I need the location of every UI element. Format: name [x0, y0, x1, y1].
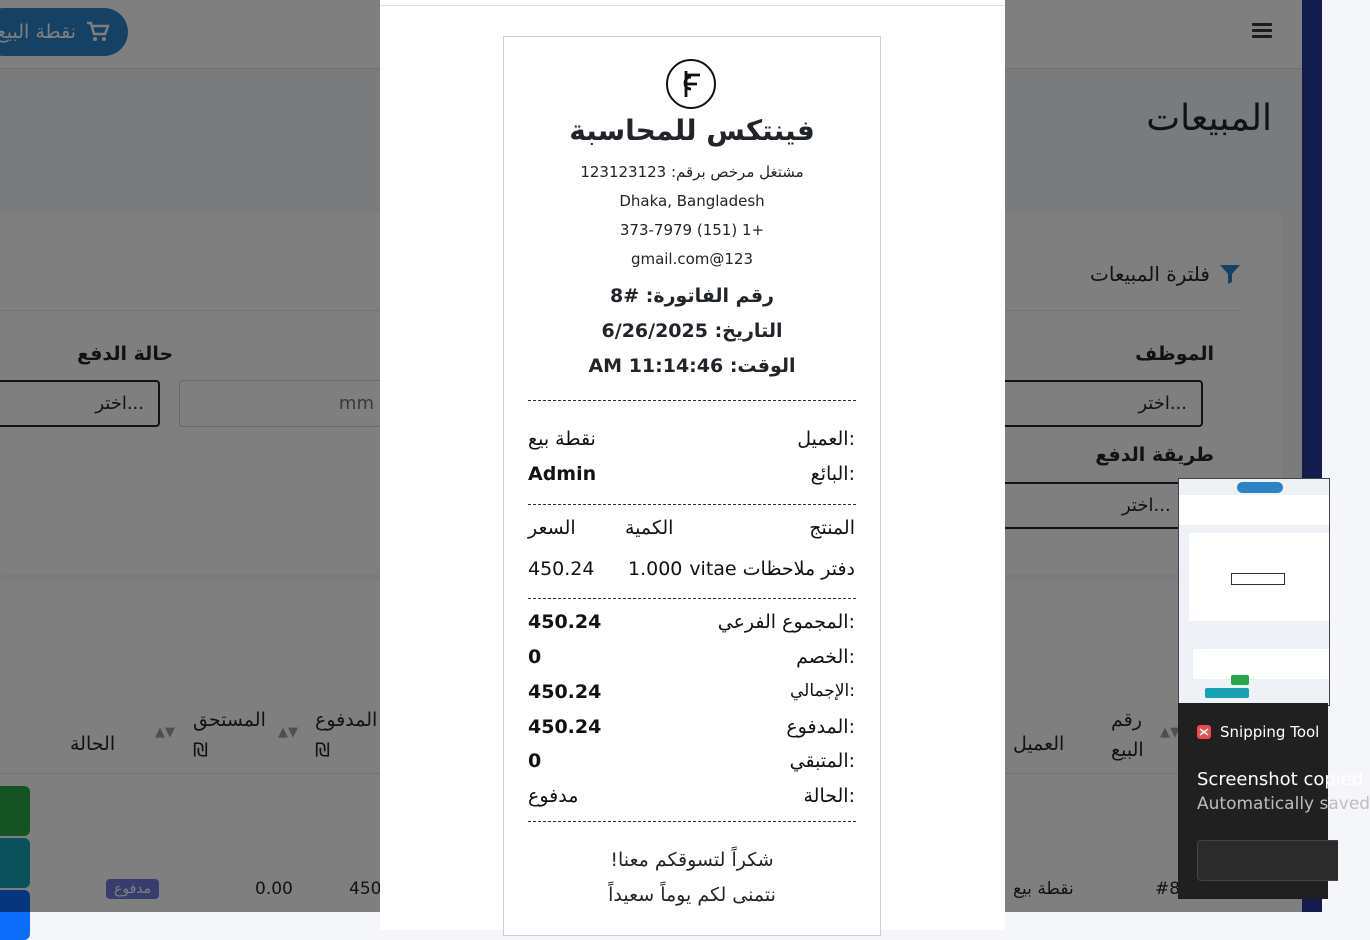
app-name: Snipping Tool [1220, 723, 1320, 741]
total-value: 450.24 [528, 681, 602, 703]
total-label: الإجمالي: [789, 681, 855, 701]
item-name: دفتر ملاحظات vitae [689, 558, 855, 580]
subtotal-label: المجموع الفرعي: [717, 611, 855, 633]
invoice-time: الوقت: 11:14:46 AM [588, 355, 796, 377]
company-email: 123@gmail.com [630, 250, 754, 268]
company-address: Dhaka, Bangladesh [619, 192, 765, 210]
remaining-label: المتبقي: [789, 750, 855, 772]
divider [528, 821, 856, 822]
divider [528, 400, 856, 401]
thumb-button [1205, 688, 1249, 698]
status-label: الحالة: [803, 785, 855, 807]
invoice-number: رقم الفاتورة: #8 [610, 285, 774, 307]
wish-message: نتمنى لكم يوماً سعيداً [608, 884, 776, 906]
status-value: مدفوع [528, 785, 579, 807]
thanks-message: شكراً لتسوقكم معنا! [610, 849, 774, 871]
customer-label: العميل: [797, 428, 855, 450]
paid-label: المدفوع: [786, 716, 855, 738]
snipping-tool-notification[interactable] [1178, 703, 1370, 899]
notification-subtitle: Automatically saved [1197, 794, 1370, 814]
item-quantity: 1.000 [628, 558, 683, 580]
modal-header-divider [380, 5, 1005, 6]
discount-label: الخصم: [796, 646, 855, 668]
thumb-header [1179, 495, 1329, 525]
license-number: مشتغل مرخص برقم: 123123123 [580, 163, 804, 181]
col-price: السعر [528, 517, 576, 539]
screenshot-thumbnail[interactable] [1178, 478, 1330, 706]
company-name: فينتكس للمحاسبة [569, 114, 815, 147]
thumb-button [1231, 675, 1249, 685]
seller-label: البائع: [810, 463, 855, 485]
thumb-table [1193, 649, 1329, 679]
discount-value: 0 [528, 646, 542, 668]
notification-action-button[interactable] [1197, 840, 1338, 881]
divider [528, 504, 856, 505]
col-product: المنتج [809, 517, 855, 539]
seller-value: Admin [528, 463, 597, 485]
customer-value: نقطة بيع [528, 428, 596, 450]
paid-value: 450.24 [528, 716, 602, 738]
remaining-value: 0 [528, 750, 542, 772]
subtotal-value: 450.24 [528, 611, 602, 633]
thumb-pos-button [1237, 482, 1283, 493]
divider [528, 598, 856, 599]
snipping-tool-icon [1196, 724, 1212, 740]
item-price: 450.24 [528, 558, 595, 580]
company-logo [666, 59, 716, 109]
notification-title: Screenshot copied [1197, 769, 1364, 790]
col-quantity: الكمية [625, 517, 674, 539]
thumb-select [1231, 573, 1285, 585]
company-phone: +1 (151) 373-7979 [619, 221, 765, 239]
invoice-date: التاريخ: 6/26/2025 [601, 320, 783, 342]
fintex-logo-icon [676, 67, 706, 101]
